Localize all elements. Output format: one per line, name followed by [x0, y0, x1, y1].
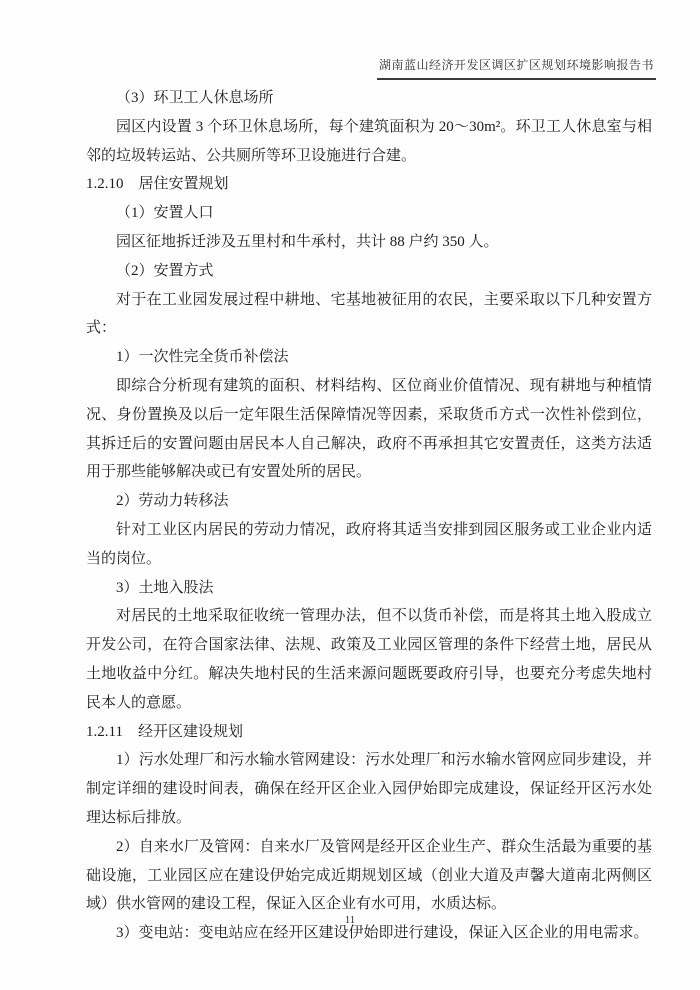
- section-heading: [86, 170, 652, 199]
- section-title: 经开区建设规划: [137, 723, 243, 740]
- page-number: 11: [344, 914, 356, 926]
- list-item-title: 3）土地入股法: [116, 579, 214, 596]
- header-title: 湖南蓝山经济开发区调区扩区规划环境影响报告书: [377, 56, 656, 80]
- subsection-title: （2）安置方式: [116, 262, 214, 279]
- subsection-title: （1）安置人口: [116, 205, 214, 222]
- body-paragraph: 3）变电站：变电站应在经开区建设伊始即进行建设，保证入区企业的用电需求。: [116, 925, 649, 942]
- body-paragraph: 即综合分析现有建筑的面积、材料结构、区位商业价值情况、现有耕地与种植情况、身份置换及以后一定年限生活保障情况等因素，采取货币方式一次性补偿到位，其拆迁后的安置问题由居民本人自己解决，政府不再承担其它安置责任，这类方法适用于那些能够解决或已有安置处所的居民。: [86, 377, 652, 481]
- document-content: [86, 84, 652, 948]
- body-paragraph: 针对工业区内居民的劳动力情况，政府将其适当安排到园区服务或工业企业内适当的岗位。: [86, 521, 652, 567]
- list-item-title: 2）劳动力转移法: [116, 493, 229, 510]
- body-paragraph: 园区内设置 3 个环卫休息场所，每个建筑面积为 20～30m²。环卫工人休息室与相邻的垃圾转运站、公共厕所等环卫设施进行合建。: [86, 118, 652, 164]
- page-header: [0, 56, 656, 80]
- section-number: 1.2.11: [86, 723, 123, 740]
- page-footer: [0, 914, 700, 926]
- section-title: 居住安置规划: [138, 176, 229, 193]
- body-paragraph: 2）自来水厂及管网：自来水厂及管网是经开区企业生产、群众生活最为重要的基础设施，工业园区应在建设伊始完成近期规划区域（创业大道及声馨大道南北两侧区域）供水管网的建设工程，保证入区企业有水可用，水质达标。: [86, 838, 652, 913]
- body-paragraph: 1）污水处理厂和污水输水管网建设：污水处理厂和污水输水管网应同步建设，并制定详细的建设时间表，确保在经开区企业入园伊始即完成建设，保证经开区污水处理达标后排放。: [86, 752, 652, 826]
- body-paragraph: 对于在工业园发展过程中耕地、宅基地被征用的农民，主要采取以下几种安置方式：: [86, 291, 652, 337]
- body-paragraph: 园区征地拆迁涉及五里村和牛承村，共计 88 户约 350 人。: [116, 233, 499, 250]
- body-paragraph: 对居民的土地采取征收统一管理办法，但不以货币补偿，而是将其土地入股成立开发公司，在符合国家法律、法规、政策及工业园区管理的条件下经营土地，居民从土地收益中分红。解决失地村民的生活来源问题既要政府引导，也要充分考虑失地村民本人的意愿。: [86, 608, 652, 711]
- section-heading: [86, 718, 652, 747]
- list-item-title: 1）一次性完全货币补偿法: [116, 349, 289, 366]
- subsection-title: （3）环卫工人休息场所: [116, 90, 274, 106]
- section-number: 1.2.10: [86, 176, 124, 193]
